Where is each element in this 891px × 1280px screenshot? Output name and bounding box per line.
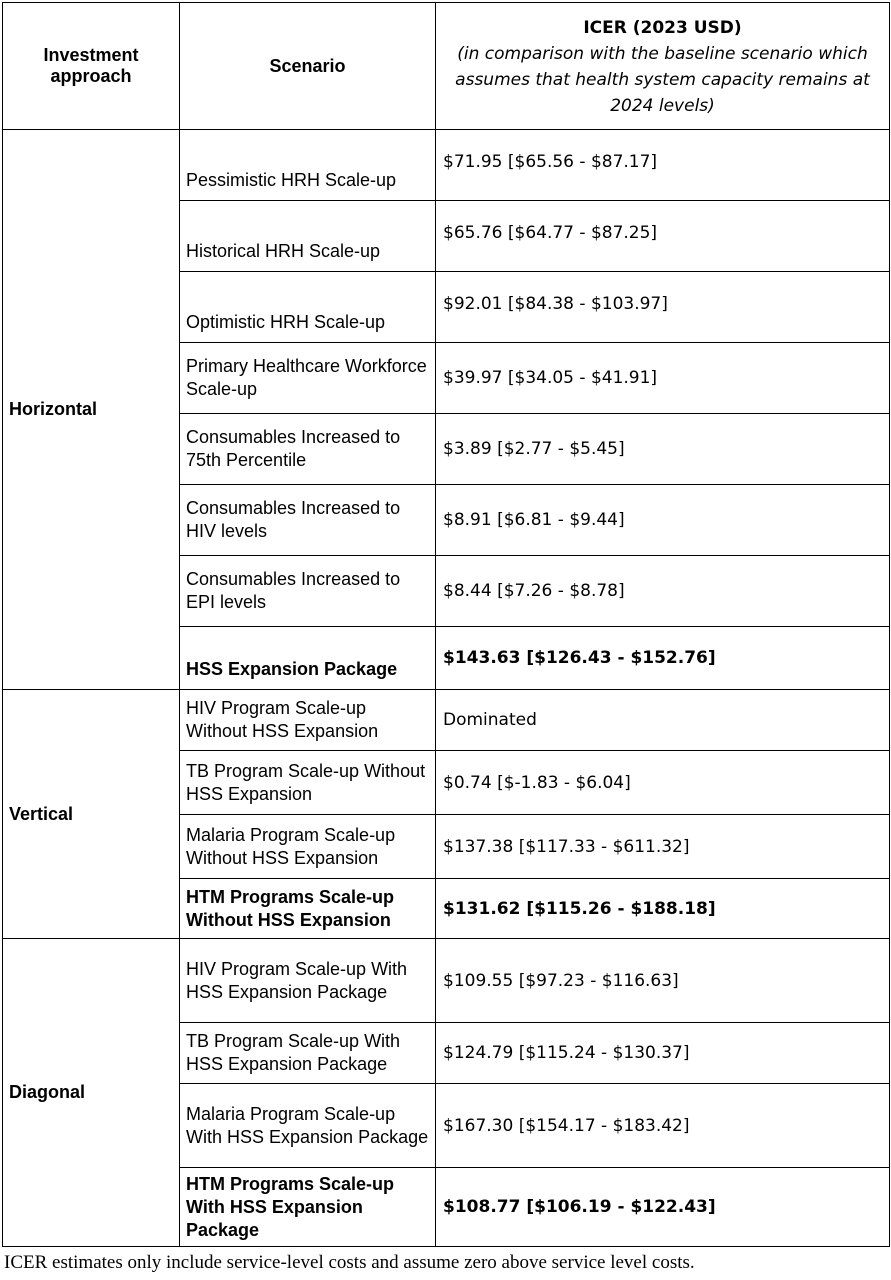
icer-cell: $109.55 [$97.23 - $116.63] [436,939,890,1023]
icer-cell: $0.74 [$-1.83 - $6.04] [436,751,890,815]
icer-cell: Dominated [436,690,890,751]
scenario-cell: Consumables Increased to HIV levels [180,485,436,556]
table-row [3,690,890,751]
header-icer-subtitle: (in comparison with the baseline scenario which assumes that health system capacity remains at 2024 levels) [455,44,870,116]
scenario-cell: Historical HRH Scale-up [180,201,436,272]
scenario-cell: HIV Program Scale-up Without HSS Expansion [180,690,436,751]
scenario-cell: HTM Programs Scale-up Without HSS Expansion [180,879,436,939]
scenario-cell: Consumables Increased to EPI levels [180,556,436,627]
approach-cell: Horizontal [3,130,180,690]
icer-cell: $3.89 [$2.77 - $5.45] [436,414,890,485]
scenario-cell: HSS Expansion Package [180,627,436,690]
icer-cell: $143.63 [$126.43 - $152.76] [436,627,890,690]
scenario-cell: TB Program Scale-up Without HSS Expansion [180,751,436,815]
scenario-cell: Pessimistic HRH Scale-up [180,130,436,201]
scenario-cell: TB Program Scale-up With HSS Expansion Package [180,1023,436,1084]
icer-cell: $8.44 [$7.26 - $8.78] [436,556,890,627]
header-icer [436,3,890,130]
header-icer-title: ICER (2023 USD) [583,18,742,38]
scenario-cell: HIV Program Scale-up With HSS Expansion Package [180,939,436,1023]
icer-cell: $39.97 [$34.05 - $41.91] [436,343,890,414]
approach-cell: Diagonal [3,939,180,1247]
scenario-cell: Malaria Program Scale-up Without HSS Expansion [180,815,436,879]
icer-cell: $65.76 [$64.77 - $87.25] [436,201,890,272]
icer-cell: $108.77 [$106.19 - $122.43] [436,1168,890,1247]
table-footnote: ICER estimates only include service-level costs and assume zero above service level costs. [4,1252,695,1273]
table-row [3,130,890,201]
scenario-cell: Optimistic HRH Scale-up [180,272,436,343]
icer-cell: $92.01 [$84.38 - $103.97] [436,272,890,343]
icer-cell: $8.91 [$6.81 - $9.44] [436,485,890,556]
header-investment-approach: Investment approach [3,3,180,130]
icer-cell: $71.95 [$65.56 - $87.17] [436,130,890,201]
icer-table [2,2,890,1247]
icer-cell: $167.30 [$154.17 - $183.42] [436,1084,890,1168]
icer-cell: $131.62 [$115.26 - $188.18] [436,879,890,939]
scenario-cell: HTM Programs Scale-up With HSS Expansion Package [180,1168,436,1247]
icer-cell: $124.79 [$115.24 - $130.37] [436,1023,890,1084]
scenario-cell: Consumables Increased to 75th Percentile [180,414,436,485]
scenario-cell: Primary Healthcare Workforce Scale-up [180,343,436,414]
icer-cell: $137.38 [$117.33 - $611.32] [436,815,890,879]
table-row [3,939,890,1023]
header-row [3,3,890,130]
approach-cell: Vertical [3,690,180,939]
scenario-cell: Malaria Program Scale-up With HSS Expansion Package [180,1084,436,1168]
header-scenario: Scenario [180,3,436,130]
